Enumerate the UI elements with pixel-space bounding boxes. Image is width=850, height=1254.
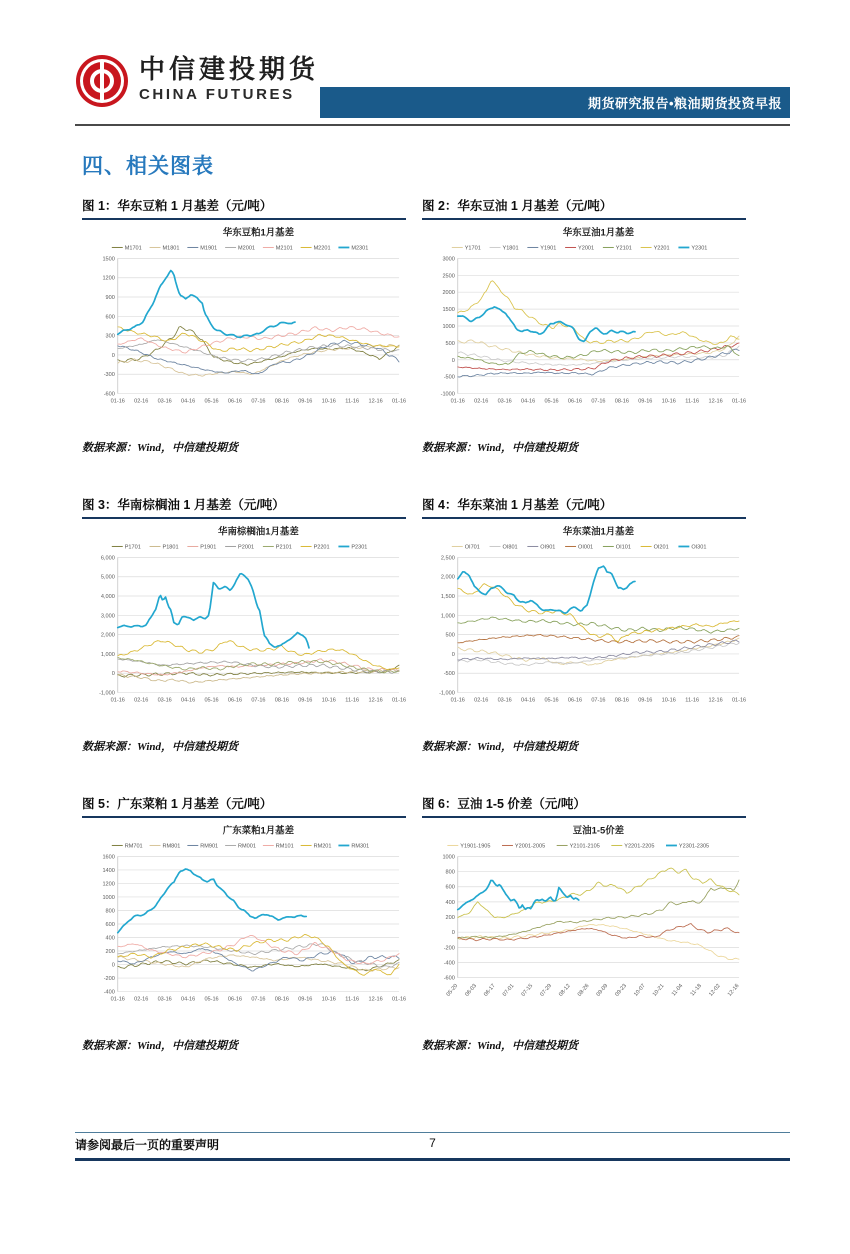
x-axis-label: 05-16 [544,398,559,405]
legend-label-Y1701: Y1701 [464,245,481,252]
x-axis-label: 06-03 [464,983,479,998]
figure-caption: 图 3：华南棕榈油 1 月基差（元/吨） [82,495,406,519]
legend-label-P1901: P1901 [200,544,217,551]
legend-label-OI101: OI101 [615,544,631,551]
figure-caption: 图 1：华东豆粕 1 月基差（元/吨） [82,196,406,220]
series-line-Y2201-2205 [458,868,739,918]
x-axis-label: 09-16 [298,996,313,1003]
chart-area [422,820,746,1025]
data-source-note: 数据来源：Wind，中信建投期货 [82,741,239,753]
legend-label-RM101: RM101 [275,843,294,850]
figure-block-6 [422,794,746,1053]
x-axis-label: 04-16 [181,996,196,1003]
x-axis-label: 09-16 [638,398,653,405]
y-axis-label: -600 [443,975,455,982]
section-title: 四、相关图表 [82,155,214,178]
y-axis-label: -200 [443,945,455,952]
x-axis-label: 06-17 [483,983,497,998]
company-name [139,56,319,103]
x-axis-label: 02-16 [134,398,149,405]
y-axis-label: -500 [443,671,455,678]
legend-label-Y2101: Y2101 [615,245,632,252]
x-axis-label: 12-16 [708,697,723,704]
series-line-Y2301 [458,307,635,341]
y-axis-label: 4,000 [100,594,115,601]
figure-chart-svg [82,222,406,427]
y-axis-label: 400 [445,899,455,906]
series-line-M1801 [118,345,399,377]
legend-label-OI801: OI801 [502,544,518,551]
legend-label-RM001: RM001 [238,843,256,850]
x-axis-label: 03-16 [157,996,172,1003]
figure-caption: 图 2：华东豆油 1 月基差（元/吨） [422,196,746,220]
x-axis-label: 11-18 [689,983,704,998]
x-axis-label: 01-16 [731,697,746,704]
chart-title: 豆油1-5价差 [572,825,625,837]
logo-row [75,52,790,118]
legend-label-RM801: RM801 [162,843,181,850]
series-line-Y2101 [458,345,739,364]
x-axis-label: 11-16 [345,996,360,1003]
company-logo-icon [75,54,129,113]
legend-label-M1701: M1701 [124,245,142,252]
footer-divider-bottom [75,1158,790,1161]
header-divider [75,124,790,126]
series-line-M1901 [118,340,399,373]
x-axis-label: 07-16 [251,398,266,405]
x-axis-label: 05-20 [445,983,460,998]
company-name-cn: 中信建投期货 [139,54,320,84]
x-axis-label: 09-23 [614,983,629,998]
y-axis-label: 1500 [442,307,455,314]
y-axis-label: 1200 [102,881,115,888]
footer-row [75,1133,790,1158]
series-line-OI801 [458,643,739,666]
x-axis-label: 01-16 [731,398,746,405]
y-axis-label: 1000 [102,894,115,901]
legend-label-M2301: M2301 [351,245,369,252]
y-axis-label: -1,000 [99,690,115,697]
legend-label-OI201: OI201 [653,544,669,551]
y-axis-label: 1600 [102,854,115,861]
figure-block-4 [422,495,746,754]
x-axis-label: 12-02 [708,983,722,998]
y-axis-label: 1000 [442,854,455,861]
y-axis-label: 2000 [442,290,455,297]
x-axis-label: 01-16 [110,996,125,1003]
x-axis-label: 06-16 [227,398,243,405]
y-axis-label: 3,000 [100,613,115,620]
x-axis-label: 01-16 [391,697,406,704]
x-axis-label: 01-16 [391,398,406,405]
y-axis-label: -1,000 [439,690,455,697]
y-axis-label: 600 [445,884,455,891]
x-axis-label: 02-16 [474,697,489,704]
x-axis-label: 04-16 [181,697,196,704]
y-axis-label: -300 [103,372,115,379]
x-axis-label: 04-16 [521,697,536,704]
legend-label-RM701: RM701 [124,843,143,850]
y-axis-label: -400 [443,960,455,967]
data-source-note: 数据来源：Wind，中信建投期货 [422,741,579,753]
x-axis-label: 09-16 [298,697,313,704]
x-axis-label: 01-16 [450,697,465,704]
figure-chart-svg [422,820,746,1025]
legend-label-Y2101-2105: Y2101-2105 [569,843,600,850]
y-axis-label: 600 [105,921,115,928]
x-axis-label: 10-07 [633,983,647,998]
x-axis-label: 08-16 [614,398,629,405]
y-axis-label: 2,000 [440,574,455,581]
y-axis-label: 2,500 [440,555,455,562]
chart-title: 华东豆粕1月基差 [222,227,295,239]
x-axis-label: 10-16 [321,697,336,704]
chart-area [82,222,406,427]
y-axis-label: 200 [445,915,455,922]
chart-area [82,820,406,1025]
y-axis-label: -500 [443,374,455,381]
x-axis-label: 11-16 [345,697,360,704]
x-axis-label: 12-16 [708,398,723,405]
x-axis-label: 08-16 [274,398,289,405]
x-axis-label: 08-16 [274,996,289,1003]
y-axis-label: 0 [111,671,115,678]
y-axis-label: 600 [105,314,115,321]
series-line-OI001 [458,634,739,643]
y-axis-label: 1500 [102,256,115,263]
series-line-OI201 [458,584,739,642]
figure-chart-svg [422,521,746,726]
chart-title: 华南棕榈油1月基差 [218,526,299,538]
x-axis-label: 10-16 [321,996,336,1003]
x-axis-label: 06-16 [567,398,583,405]
company-name-en: CHINA FUTURES [139,86,295,104]
series-line-RM201 [118,934,399,975]
y-axis-label: 6,000 [100,555,115,562]
figure-caption: 图 4：华东菜油 1 月基差（元/吨） [422,495,746,519]
series-line-OI101 [458,617,739,633]
x-axis-label: 07-01 [501,983,516,998]
y-axis-label: 1,000 [100,651,115,658]
chart-area [422,521,746,726]
x-axis-label: 07-16 [591,398,606,405]
x-axis-label: 12-16 [368,697,383,704]
page-number: 7 [429,1136,436,1150]
chart-title: 广东菜粕1月基差 [222,825,295,837]
figure-block-5 [82,794,406,1053]
series-line-P2301 [118,574,309,648]
x-axis-label: 11-16 [685,697,700,704]
legend-label-Y1901: Y1901 [540,245,557,252]
disclaimer-text: 请参阅最后一页的重要声明 [75,1138,220,1152]
legend-label-Y1901-1905: Y1901-1905 [460,843,491,850]
y-axis-label: 800 [445,869,455,876]
figure-block-2 [422,196,746,455]
figure-chart-svg [422,222,746,427]
x-axis-label: 01-16 [450,398,465,405]
x-axis-label: 02-16 [474,398,489,405]
data-source-note: 数据来源：Wind，中信建投期货 [82,1040,239,1052]
legend-label-Y2301: Y2301 [691,245,708,252]
y-axis-label: 500 [445,340,455,347]
data-source-note: 数据来源：Wind，中信建投期货 [422,442,579,454]
x-axis-label: 05-16 [204,697,219,704]
legend-label-Y2301-2305: Y2301-2305 [678,843,710,850]
x-axis-label: 09-09 [595,983,610,998]
legend-label-Y1801: Y1801 [502,245,519,252]
series-line-Y2301-2305 [458,880,579,909]
x-axis-label: 05-16 [204,996,219,1003]
x-axis-label: 03-16 [157,398,172,405]
x-axis-label: 07-29 [539,983,554,998]
y-axis-label: 500 [445,632,455,639]
page-footer [75,1132,790,1161]
legend-label-P1801: P1801 [162,544,179,551]
x-axis-label: 03-16 [497,697,512,704]
x-axis-label: 02-16 [134,697,149,704]
x-axis-label: 06-16 [227,697,243,704]
series-line-OI301 [458,566,635,613]
y-axis-label: 2500 [442,273,455,280]
x-axis-label: 07-16 [591,697,606,704]
x-axis-label: 06-16 [227,996,243,1003]
series-line-P1901 [118,659,399,675]
y-axis-label: -400 [103,989,115,996]
x-axis-label: 12-16 [726,983,741,998]
y-axis-label: 0 [451,357,455,364]
legend-label-P2201: P2201 [313,544,330,551]
legend-label-Y2001-2005: Y2001-2005 [514,843,546,850]
report-type-banner: 期货研究报告•粮油期货投资早报 [320,87,790,118]
series-line-Y2201 [458,281,739,345]
chart-area [422,222,746,427]
x-axis-label: 02-16 [134,996,149,1003]
legend-label-OI901: OI901 [540,544,556,551]
x-axis-label: 07-16 [251,996,266,1003]
x-axis-label: 04-16 [521,398,536,405]
chart-title: 华东豆油1月基差 [562,227,635,239]
y-axis-label: 900 [105,295,115,302]
y-axis-label: 0 [111,962,115,969]
legend-label-M2201: M2201 [313,245,331,252]
y-axis-label: 3000 [442,256,455,263]
legend-label-M1801: M1801 [162,245,180,252]
y-axis-label: 1,500 [440,594,455,601]
series-line-RM001 [118,944,399,967]
x-axis-label: 10-16 [321,398,336,405]
x-axis-label: 09-16 [298,398,313,405]
y-axis-label: 800 [105,908,115,915]
chart-title: 华东菜油1月基差 [562,526,635,538]
x-axis-label: 08-16 [274,697,289,704]
figure-caption: 图 5：广东菜粕 1 月基差（元/吨） [82,794,406,818]
x-axis-label: 11-16 [345,398,360,405]
series-line-Y2101-2105 [458,880,739,938]
x-axis-label: 08-26 [576,983,591,998]
legend-label-P2301: P2301 [351,544,368,551]
x-axis-label: 05-16 [544,697,559,704]
y-axis-label: -600 [103,391,115,398]
x-axis-label: 06-16 [567,697,583,704]
legend-label-OI001: OI001 [578,544,594,551]
figure-chart-svg [82,820,406,1025]
legend-label-Y2001: Y2001 [578,245,595,252]
series-line-RM301 [118,869,306,933]
x-axis-label: 03-16 [157,697,172,704]
x-axis-label: 03-16 [497,398,512,405]
x-axis-label: 11-16 [685,398,700,405]
data-source-note: 数据来源：Wind，中信建投期货 [422,1040,579,1052]
y-axis-label: 0 [451,930,455,937]
x-axis-label: 11-04 [670,983,685,998]
y-axis-label: 1,000 [440,613,455,620]
y-axis-label: 300 [105,333,115,340]
legend-label-P2001: P2001 [238,544,255,551]
report-header [75,52,790,126]
y-axis-label: 5,000 [100,574,115,581]
x-axis-label: 09-16 [638,697,653,704]
x-axis-label: 05-16 [204,398,219,405]
figure-block-1 [82,196,406,455]
legend-label-RM901: RM901 [200,843,219,850]
x-axis-label: 08-16 [614,697,629,704]
y-axis-label: 1200 [102,275,115,282]
y-axis-label: 1000 [442,323,455,330]
y-axis-label: -200 [103,976,115,983]
x-axis-label: 08-12 [558,983,572,998]
figures-grid [82,196,746,1053]
y-axis-label: 2,000 [100,632,115,639]
legend-label-OI301: OI301 [691,544,707,551]
legend-label-P2101: P2101 [275,544,292,551]
y-axis-label: 1400 [102,867,115,874]
legend-label-RM201: RM201 [313,843,332,850]
legend-label-P1701: P1701 [124,544,141,551]
x-axis-label: 01-16 [110,697,125,704]
legend-label-RM301: RM301 [351,843,370,850]
series-line-M2301 [118,271,295,338]
x-axis-label: 07-16 [251,697,266,704]
series-line-P1801 [118,669,399,683]
x-axis-label: 04-16 [181,398,196,405]
legend-label-M2001: M2001 [238,245,256,252]
series-line-Y1901-1905 [458,924,739,959]
legend-label-M2101: M2101 [275,245,293,252]
series-line-P1701 [118,665,399,677]
x-axis-label: 07-15 [520,983,535,998]
y-axis-label: 400 [105,935,115,942]
legend-label-Y2201: Y2201 [653,245,670,252]
chart-area [82,521,406,726]
figure-chart-svg [82,521,406,726]
x-axis-label: 12-16 [368,398,383,405]
data-source-note: 数据来源：Wind，中信建投期货 [82,442,239,454]
y-axis-label: -1000 [440,391,455,398]
legend-label-OI701: OI701 [464,544,480,551]
figure-block-3 [82,495,406,754]
legend-label-M1901: M1901 [200,245,218,252]
y-axis-label: 200 [105,949,115,956]
x-axis-label: 10-21 [651,983,666,998]
legend-label-Y2201-2205: Y2201-2205 [624,843,655,850]
x-axis-label: 10-16 [661,398,676,405]
x-axis-label: 12-16 [368,996,383,1003]
x-axis-label: 01-16 [391,996,406,1003]
x-axis-label: 01-16 [110,398,125,405]
series-line-RM101 [118,935,399,964]
figure-caption: 图 6：豆油 1-5 价差（元/吨） [422,794,746,818]
y-axis-label: 0 [111,352,115,359]
y-axis-label: 0 [451,651,455,658]
x-axis-label: 10-16 [661,697,676,704]
